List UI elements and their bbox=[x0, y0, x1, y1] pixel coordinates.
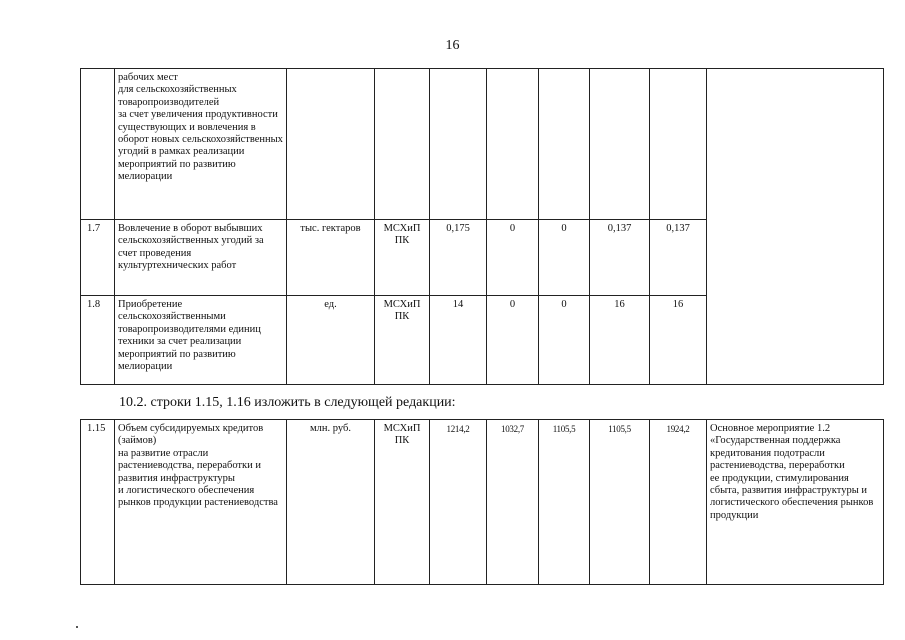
unit-cell bbox=[287, 69, 375, 220]
row-number: 1.15 bbox=[81, 420, 115, 585]
value-cell: 0 bbox=[539, 220, 590, 296]
organization-cell: МСХиП ПК bbox=[375, 220, 430, 296]
indicators-table-revised bbox=[80, 419, 884, 585]
value-cell: 0 bbox=[487, 220, 539, 296]
value-cell: 16 bbox=[650, 296, 707, 385]
value-cell bbox=[650, 69, 707, 220]
unit-cell: тыс. гектаров bbox=[287, 220, 375, 296]
value-cell: 0 bbox=[539, 296, 590, 385]
table-row bbox=[81, 69, 884, 220]
value-cell: 16 bbox=[590, 296, 650, 385]
organization-cell bbox=[375, 69, 430, 220]
value-cell: 1032,7 bbox=[487, 420, 539, 585]
value-cell: 0 bbox=[487, 296, 539, 385]
value-cell: 1105,5 bbox=[539, 420, 590, 585]
note-cell bbox=[707, 69, 884, 385]
value-cell: 0,175 bbox=[430, 220, 487, 296]
value-cell: 1924,2 bbox=[650, 420, 707, 585]
value-cell: 0,137 bbox=[590, 220, 650, 296]
row-number bbox=[81, 69, 115, 220]
row-number: 1.8 bbox=[81, 296, 115, 385]
value-cell bbox=[539, 69, 590, 220]
note-cell: Основное мероприятие 1.2 «Государственная поддержка кредитования подотрасли растениеводства, переработки ее продукции, стимулирования сбыта, развития инфраструктуры и логистического обеспечения рынков продукции bbox=[707, 420, 884, 585]
organization-cell: МСХиП ПК bbox=[375, 420, 430, 585]
unit-cell: ед. bbox=[287, 296, 375, 385]
organization-cell: МСХиП ПК bbox=[375, 296, 430, 385]
page-number: 16 bbox=[445, 38, 460, 53]
indicator-name: рабочих мест для сельскохозяйственных товаропроизводителей за счет увеличения продуктивности существующих и вовлечения в оборот новых сельскохозяйственных угодий в рамках реализации мероприятий по развитию мелиорации bbox=[115, 69, 287, 220]
section-heading: 10.2. строки 1.15, 1.16 изложить в следующей редакции: bbox=[119, 395, 456, 410]
scan-speck bbox=[76, 626, 78, 628]
value-cell: 14 bbox=[430, 296, 487, 385]
value-cell bbox=[430, 69, 487, 220]
indicator-name: Приобретение сельскохозяйственными товаропроизводителями единиц техники за счет реализации мероприятий по развитию мелиорации bbox=[115, 296, 287, 385]
value-cell bbox=[487, 69, 539, 220]
table-row bbox=[81, 420, 884, 585]
value-cell: 1214,2 bbox=[430, 420, 487, 585]
unit-cell: млн. руб. bbox=[287, 420, 375, 585]
value-cell: 0,137 bbox=[650, 220, 707, 296]
row-number: 1.7 bbox=[81, 220, 115, 296]
indicators-table-continued bbox=[80, 68, 884, 385]
indicator-name: Объем субсидируемых кредитов (займов) на развитие отрасли растениеводства, переработки и развития инфраструктуры и логистического обеспечения рынков продукции растениеводства bbox=[115, 420, 287, 585]
value-cell: 1105,5 bbox=[590, 420, 650, 585]
value-cell bbox=[590, 69, 650, 220]
indicator-name: Вовлечение в оборот выбывших сельскохозяйственных угодий за счет проведения культуртехнических работ bbox=[115, 220, 287, 296]
